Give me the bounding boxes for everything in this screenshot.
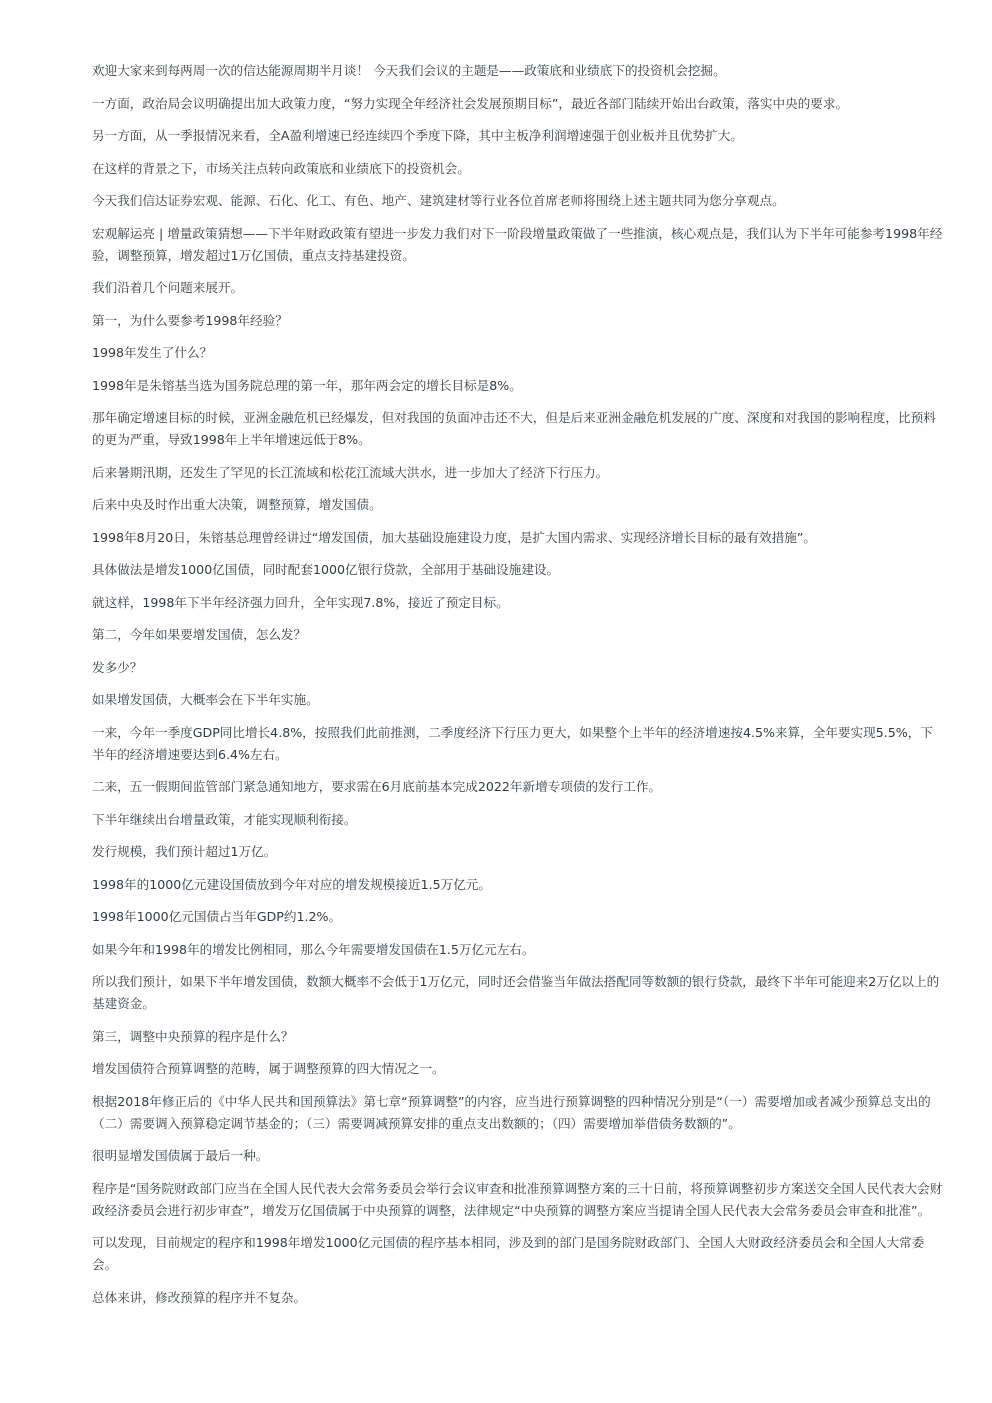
paragraph: 根据2018年修正后的《中华人民共和国预算法》第七章“预算调整”的内容，应当进行预算调整的四种情况分别是“（一）需要增加或者减少预算总支出的（二）需要调入预算稳定调节基金的；（三）需要调减预算安排的重点支出数额的；（四）需要增加举借债务数额的”。 <box>92 1093 931 1131</box>
paragraph-conclusion: 总体来讲，修改预算的程序并不复杂。 <box>92 1289 307 1305</box>
paragraph: 另一方面，从一季报情况来看，全A盈利增速已经连续四个季度下降，其中主板净利润增速强于创业板并且优势扩大。 <box>92 128 743 143</box>
paragraph: 我们沿着几个问题来展开。 <box>92 280 244 295</box>
paragraph: 增发国债符合预算调整的范畴，属于调整预算的四大情况之一。 <box>92 1061 445 1076</box>
paragraph-macro-section: 宏观解运亮 | 增量政策猜想——下半年财政政策有望进一步发力我们对下一阶段增量政策做了一些推演，核心观点是，我们认为下半年可能参考1998年经验，调整预算，增发超过1万亿国债，重点支持基建投资。 <box>92 225 943 263</box>
paragraph: 程序是“国务院财政部门应当在全国人民代表大会常务委员会举行会议审查和批准预算调整方案的三十日前，将预算调整初步方案送交全国人民代表大会财政经济委员会进行初步审查”，增发万亿国债属于中央预算的调整，法律规定“中央预算的调整方案应当提请全国人民代表大会常务委员会审查和批准”。 <box>92 1180 943 1218</box>
paragraph: 就这样，1998年下半年经济强力回升，全年实现7.8%，接近了预定目标。 <box>92 594 509 610</box>
paragraph: 发行规模，我们预计超过1万亿。 <box>92 844 277 859</box>
document-body <box>92 60 944 1319</box>
paragraph: 一来，今年一季度GDP同比增长4.8%，按照我们此前推测，二季度经济下行压力更大，如果整个上半年的经济增速按4.5%来算，全年要实现5.5%，下半年的经济增速要达到6.4%左右。 <box>92 724 933 762</box>
paragraph: 具体做法是增发1000亿国债，同时配套1000亿银行贷款，全部用于基础设施建设。 <box>92 562 560 577</box>
paragraph: 一方面，政治局会议明确提出加大政策力度，“努力实现全年经济社会发展预期目标”，最近各部门陆续开始出台政策，落实中央的要求。 <box>92 95 849 111</box>
paragraph: 二来，五一假期间监管部门紧急通知地方，要求需在6月底前基本完成2022年新增专项债的发行工作。 <box>92 779 662 794</box>
question-heading-1: 第一，为什么要参考1998年经验？ <box>92 312 288 328</box>
paragraph: 所以我们预计，如果下半年增发国债，数额大概率不会低于1万亿元，同时还会借鉴当年做法搭配同等数额的银行贷款，最终下半年可能迎来2万亿以上的基建资金。 <box>92 974 940 1011</box>
paragraph: 发多少？ <box>92 659 143 675</box>
paragraph: 1998年是朱镕基当选为国务院总理的第一年，那年两会定的增长目标是8%。 <box>92 377 522 393</box>
paragraph: 后来中央及时作出重大决策，调整预算，增发国债。 <box>92 497 382 512</box>
paragraph: 如果增发国债，大概率会在下半年实施。 <box>92 692 319 707</box>
paragraph: 后来暑期汛期，还发生了罕见的长江流域和松花江流域大洪水，进一步加大了经济下行压力。 <box>92 464 609 480</box>
question-heading-3: 第三，调整中央预算的程序是什么？ <box>92 1028 294 1044</box>
paragraph: 1998年8月20日，朱镕基总理曾经讲过“增发国债，加大基础设施建设力度，是扩大国内需求、实现经济增长目标的最有效措施”。 <box>92 529 817 545</box>
paragraph: 1998年的1000亿元建设国债放到今年对应的增发规模接近1.5万亿元。 <box>92 876 491 892</box>
paragraph: 1998年1000亿元国债占当年GDP约1.2%。 <box>92 909 342 924</box>
paragraph: 如果今年和1998年的增发比例相同，那么今年需要增发国债在1.5万亿元左右。 <box>92 941 535 957</box>
paragraph: 1998年发生了什么？ <box>92 345 213 360</box>
paragraph-intro: 欢迎大家来到每两周一次的信达能源周期半月谈！ 今天我们会议的主题是——政策底和业绩底下的投资机会挖掘。 <box>92 63 726 78</box>
paragraph: 今天我们信达证券宏观、能源、石化、化工、有色、地产、建筑建材等行业各位首席老师将围绕上述主题共同为您分享观点。 <box>92 193 785 208</box>
paragraph: 下半年继续出台增量政策，才能实现顺利衔接。 <box>92 811 357 827</box>
paragraph: 可以发现，目前规定的程序和1998年增发1000亿元国债的程序基本相同，涉及到的部门是国务院财政部门、全国人大财政经济委员会和全国人大常委会。 <box>92 1235 925 1272</box>
question-heading-2: 第二，今年如果要增发国债，怎么发？ <box>92 627 307 642</box>
paragraph: 在这样的背景之下，市场关注点转向政策底和业绩底下的投资机会。 <box>92 160 470 176</box>
paragraph: 那年确定增速目标的时候，亚洲金融危机已经爆发，但对我国的负面冲击还不大，但是后来亚洲金融危机发展的广度、深度和对我国的影响程度，比预料的更为严重，导致1998年上半年增速远低于8%。 <box>92 410 936 447</box>
paragraph: 很明显增发国债属于最后一种。 <box>92 1148 269 1163</box>
